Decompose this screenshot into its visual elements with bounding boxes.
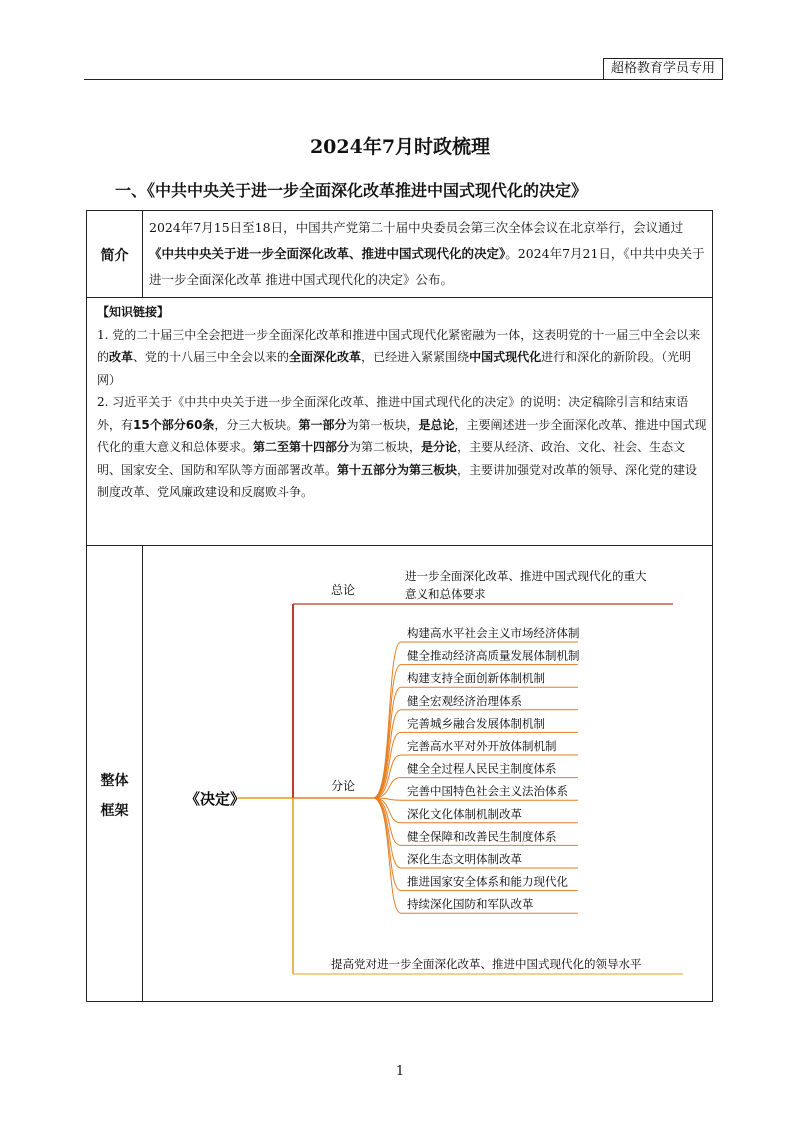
page-number: 1	[395, 1064, 405, 1079]
section-heading: 一、《中共中央关于进一步全面深化改革推进中国式现代化的决定》	[115, 181, 588, 200]
general-desc-line-1: 进一步全面深化改革、推进中国式现代化的重大	[405, 569, 647, 583]
mind-map	[143, 546, 713, 1002]
sub-item-line	[373, 798, 578, 800]
page-title: 2024年7月时政梳理	[309, 136, 491, 158]
sub-item: 完善中国特色社会主义法治体系	[407, 784, 568, 799]
intro-text: 2024年7月15日至18日，中国共产党第二十届中央委员会第三次全体会议在北京举行，会议通过《中共中央关于进一步全面深化改革、推进中国式现代化的决定》。2024年7月21日，《中共中央关于进一步全面深化改革 推进中国式现代化的决定》公布。	[149, 220, 705, 287]
content-table	[86, 210, 713, 1002]
sub-label: 分论	[331, 779, 356, 793]
sub-item: 推进国家安全体系和能力现代化	[407, 874, 568, 889]
sub-item: 持续深化国防和军队改革	[407, 897, 534, 912]
mind-map-root: 《决定》	[184, 790, 246, 808]
sub-item: 完善高水平对外开放体制机制	[407, 739, 557, 753]
column-divider	[142, 211, 143, 297]
knowledge-paragraph-2: 2. 习近平关于《中共中央关于进一步全面深化改革、推进中国式现代化的决定》的说明：决定稿除引言和结束语外，有15个部分60条，分三大板块。第一部分为第一板块，是总论，主要阐述进一步全面深化改革、推进中国式现代化的重大意义和总体要求。第二至第十四部分为第二板块，是分论，主要从经济、政治、文化、社会、生态文明、国家安全、国防和军队等方面部署改革。第十五部分为第三板块，主要讲加强党对改革的领导、深化党的建设制度改革、党风廉政建设和反腐败斗争。	[97, 395, 707, 499]
knowledge-paragraph-1: 1. 党的二十届三中全会把进一步全面深化改革和推进中国式现代化紧密融为一体，这表明党的十一届三中全会以来的改革、党的十八届三中全会以来的全面深化改革，已经进入紧紧围绕中国式现代化进行和深化的新阶段。（光明网）	[97, 327, 701, 387]
sub-item: 深化生态文明体制改革	[407, 852, 522, 866]
sub-item: 完善城乡融合发展体制机制	[407, 716, 545, 731]
intro-label: 简介	[100, 248, 129, 264]
sub-item: 健全全过程人民民主制度体系	[407, 761, 557, 776]
sub-items-group	[373, 626, 580, 913]
sub-item: 健全保障和改善民生制度体系	[407, 829, 557, 844]
header-tag: 超格教育学员专用	[603, 58, 723, 80]
header-rule	[84, 79, 716, 80]
general-desc-line-2: 意义和总体要求	[405, 587, 486, 601]
sub-item: 健全宏观经济治理体系	[407, 693, 522, 708]
sub-item: 健全推动经济高质量发展体制机制	[407, 648, 580, 663]
last-branch-text: 提高党对进一步全面深化改革、推进中国式现代化的领导水平	[331, 957, 642, 971]
knowledge-heading: 【知识链接】	[97, 305, 170, 319]
sub-item: 构建支持全面创新体制机制	[407, 671, 545, 686]
row-divider	[87, 297, 712, 298]
sub-item: 深化文化体制机制改革	[407, 806, 522, 821]
sub-item: 构建高水平社会主义市场经济体制	[407, 626, 580, 640]
knowledge-block	[97, 301, 707, 504]
general-label: 总论	[331, 583, 356, 597]
framework-label: 整体 框架	[100, 773, 129, 819]
